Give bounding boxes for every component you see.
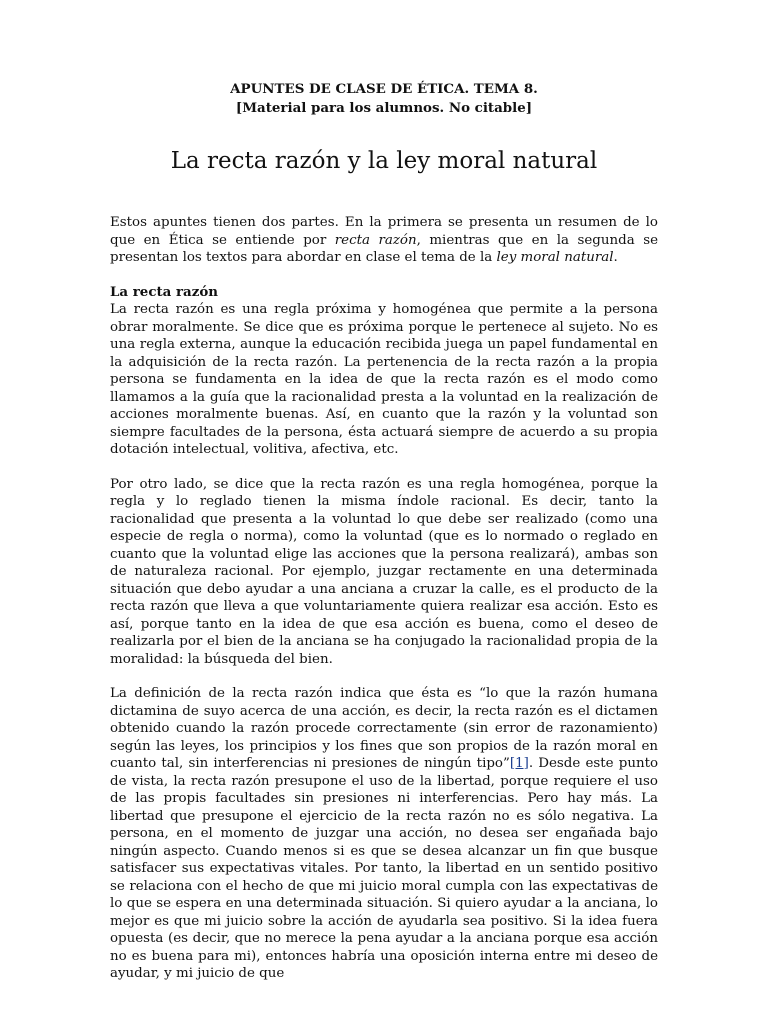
paragraph-3-text-a: La definición de la recta razón indica que ésta es “lo que la razón humana dictamina de suyo acerca de una acción, es decir, la recta razón es el dictamen obtenido cuando la razón procede correctamente (sin error de razonamiento) según las leyes, los principios y los fines que son propios de la razón moral en cuanto tal, sin interferencias ni presiones de ningún tipo” <box>110 686 658 771</box>
intro-emphasis-1: recta razón <box>334 232 417 248</box>
section-paragraph-2: Por otro lado, se dice que la recta razón es una regla homogénea, porque la regla y lo reglado tienen la misma índole racional. Es decir, tanto la racionalidad que presenta a la voluntad lo que debe ser realizado (como una especie de regla o norma), como la voluntad (que es lo normado o reglado en cuanto que la voluntad elige las acciones que la persona realizará), ambas son de naturaleza racional. Por ejemplo, juzgar rectamente en una determinada situación que debo ayudar a una anciana a cruzar la calle, es el producto de la recta razón que lleva a que voluntariamente quiera realizar esa acción. Esto es así, porque tanto en la idea de que esa acción es buena, como el deseo de realizarla por el bien de la anciana se ha conjugado la racionalidad propia de la moralidad: la búsqueda del bien. <box>110 476 658 667</box>
intro-text-2: , mientras que en la segunda se presentan los textos para abordar en clase el tema de la <box>110 232 658 265</box>
header-line-1: APUNTES DE CLASE DE ÉTICA. TEMA 8. <box>230 81 538 97</box>
intro-emphasis-2: ley moral natural <box>496 250 614 265</box>
section-heading: La recta razón <box>110 283 219 300</box>
intro-text-3: . <box>613 250 618 265</box>
section-paragraph-1: La recta razón es una regla próxima y homogénea que permite a la persona obrar moralmente. Se dice que es próxima porque le pertenece al sujeto. No es una regla externa, aunque la educación recibida juega un papel fundamental en la adquisición de la recta razón. La pertenencia de la recta razón a la propia persona se fundamenta en la idea de que la recta razón es el modo como llamamos a la guía que la racionalidad presta a la voluntad en la realización de acciones moralmente buenas. Así, en cuanto que la razón y la voluntad son siempre facultades de la persona, ésta actuará siempre de acuerdo a su propia dotación intelectual, volitiva, afectiva, etc. <box>110 302 658 457</box>
paragraph-3-text-b: . Desde este punto de vista, la recta razón presupone el uso de la libertad, porque requiere el uso de las propis facultades sin presiones ni interferencias. Pero hay más. La libertad que presupone el ejercicio de la recta razón no es sólo negativa. La persona, en el momento de juzgar una acción, no desea ser engañada bajo ningún aspecto. Cuando menos si es que se desea alcanzar un fin que busque satisfacer sus expectativas vitales. Por tanto, la libertad en un sentido positivo se relaciona con el hecho de que mi juicio moral cumpla con las expectativas de lo que se espera en una determinada situación. Si quiero ayudar a la anciana, lo mejor es que mi juicio sobre la acción de ayudarla sea positivo. Si la idea fuera opuesta (es decir, que no merece la pena ayudar a la anciana porque esa acción no es buena para mi), entonces habría una oposición interna entre mi deseo de ayudar, y mi juicio de que <box>110 756 659 981</box>
intro-text-1: Estos apuntes tienen dos partes. En la primera se presenta un resumen de lo que en Ética se entiende por <box>110 215 658 248</box>
header-line-2: [Material para los alumnos. No citable] <box>235 100 533 116</box>
document-header <box>110 80 658 118</box>
footnote-link[interactable]: [1] <box>509 756 529 771</box>
document-title: La recta razón y la ley moral natural <box>170 148 598 174</box>
intro-paragraph <box>110 214 658 267</box>
section-paragraph-3 <box>110 685 658 983</box>
